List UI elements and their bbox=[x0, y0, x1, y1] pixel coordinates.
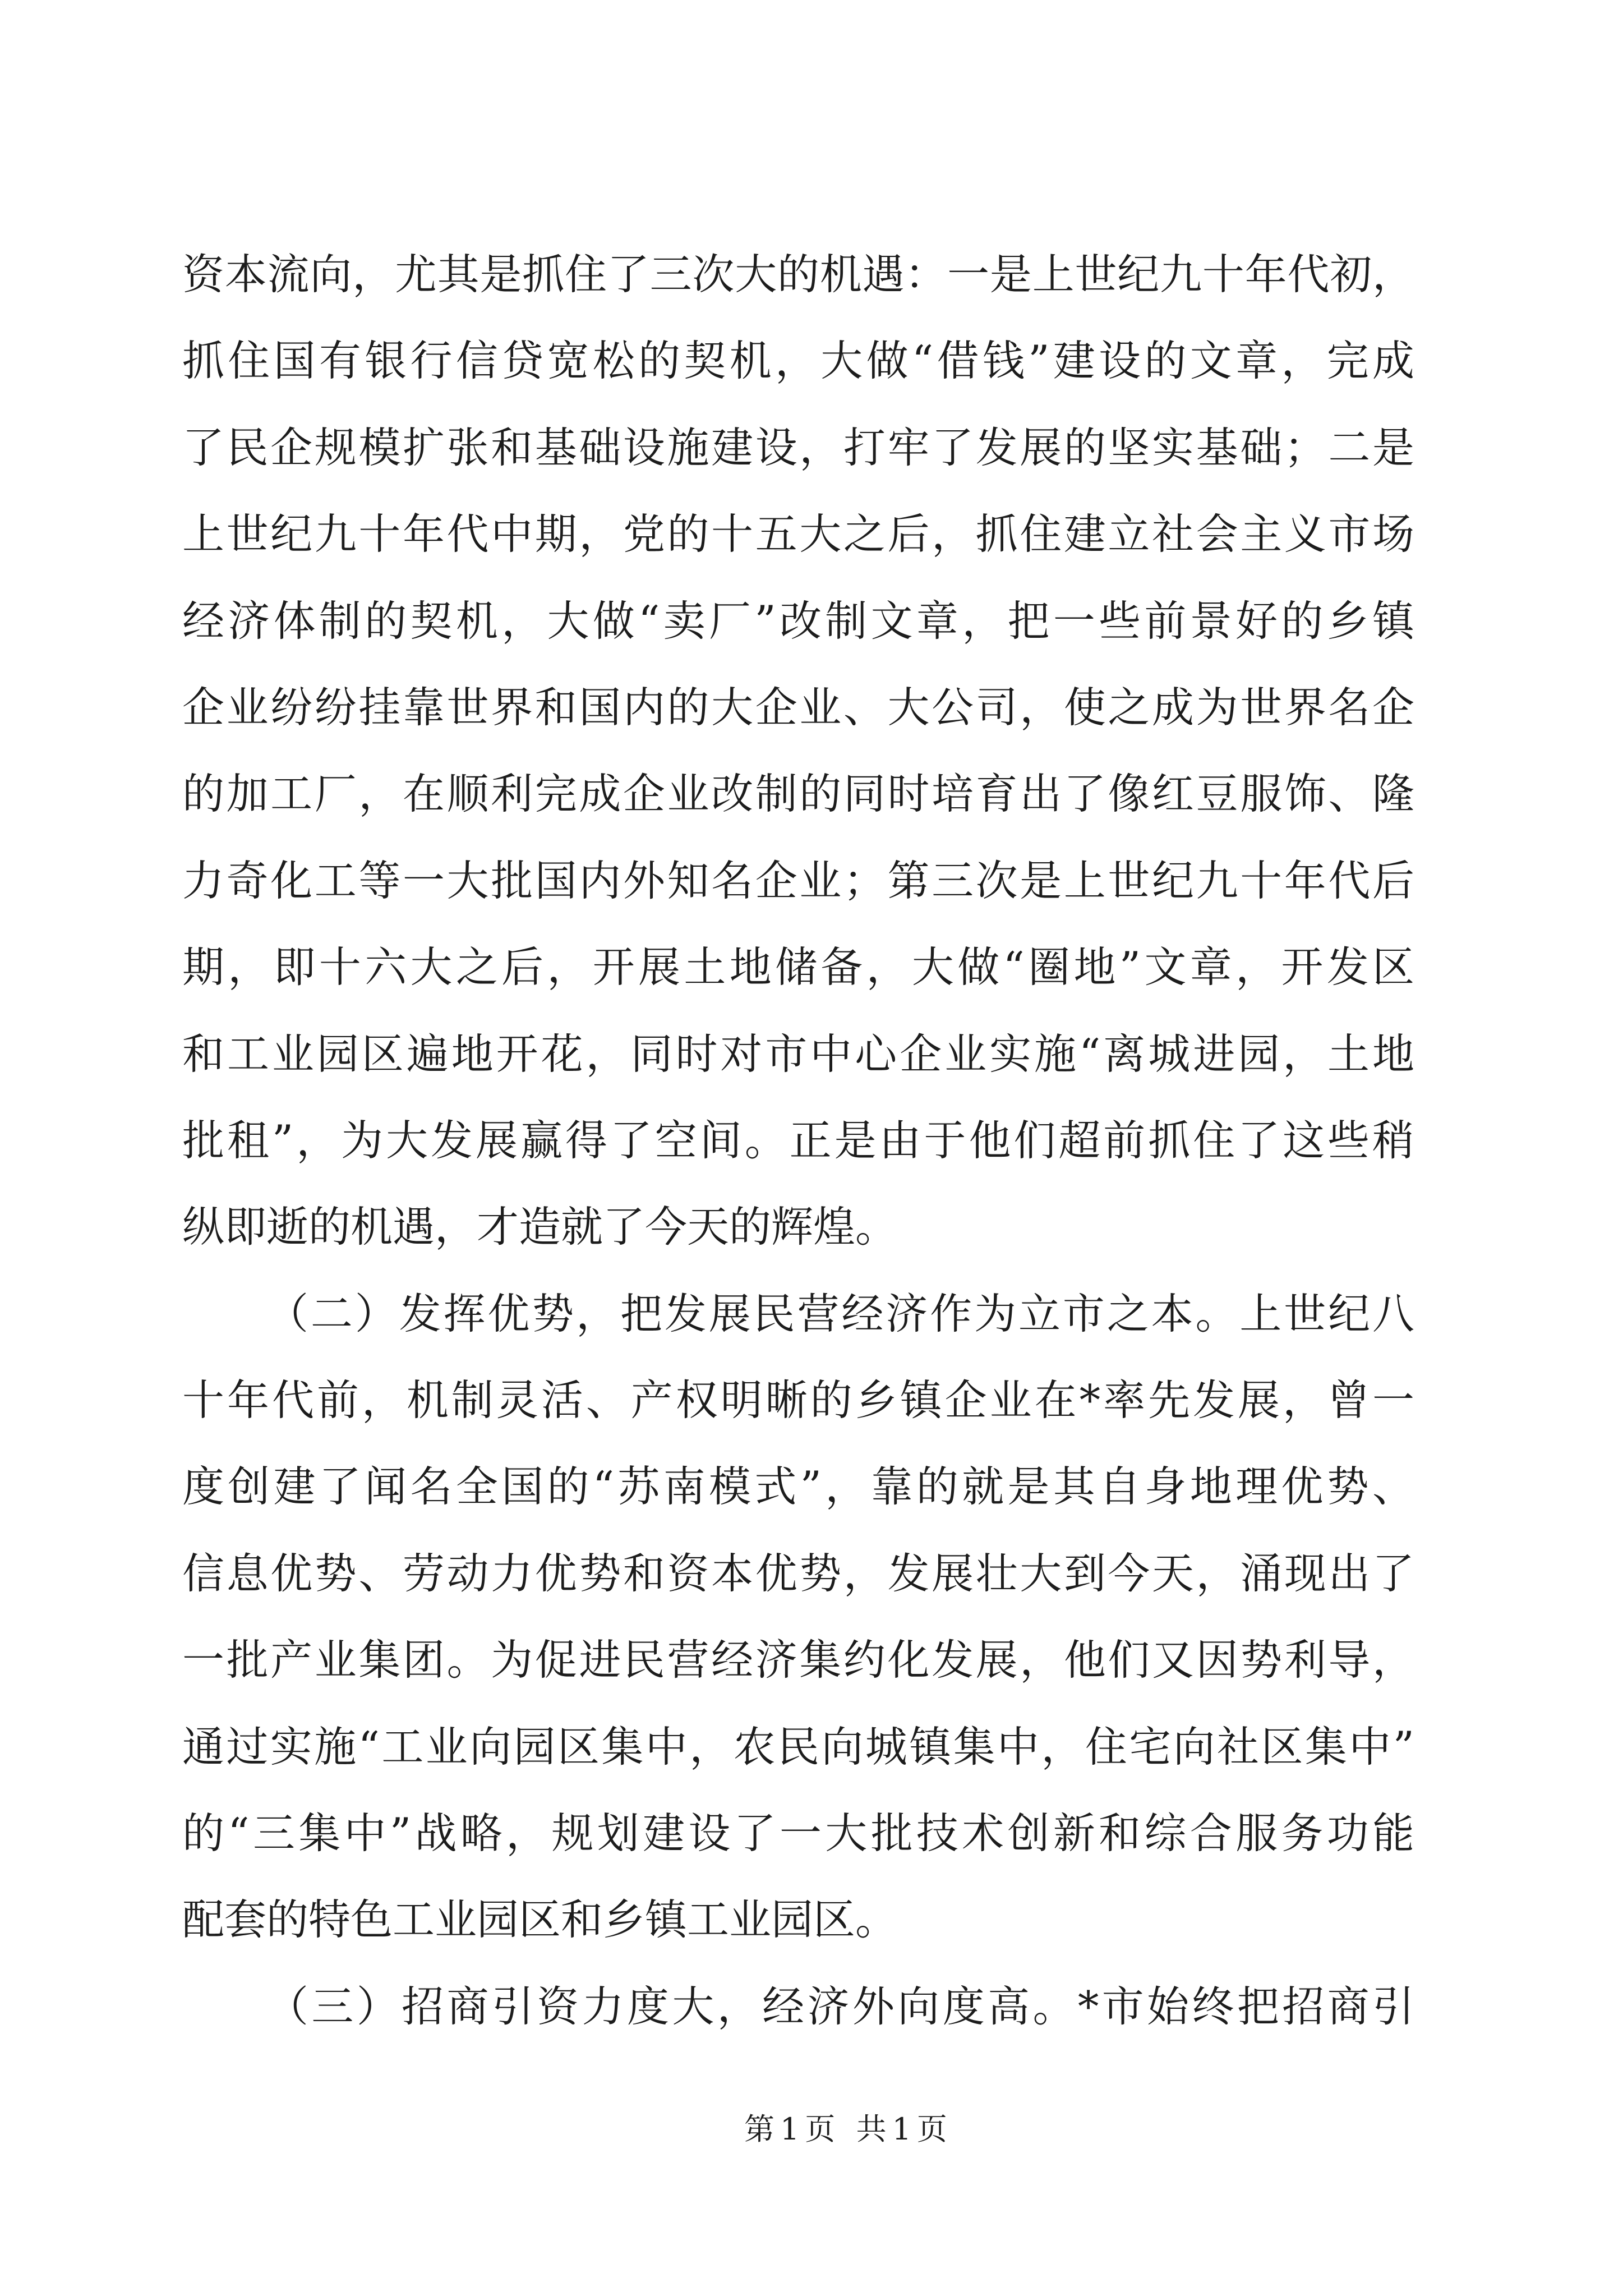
body-text-line: 配套的特色工业园区和乡镇工业园区。 bbox=[182, 1895, 898, 1945]
paragraph-section-2 bbox=[182, 1271, 1414, 1963]
body-text-line: 纵即逝的机遇，才造就了今天的辉煌。 bbox=[182, 1202, 898, 1252]
body-text-line: 信息优势、劳动力优势和资本优势，发展壮大到今天，涌现出了 bbox=[182, 1548, 1414, 1598]
section-heading-line: （二）发挥优势，把发展民营经济作为立市之本。上世纪八 bbox=[266, 1289, 1414, 1338]
body-text-line: 通过实施“工业向园区集中，农民向城镇集中，住宅向社区集中” bbox=[182, 1722, 1414, 1772]
body-text-line: 度创建了闻名全国的“苏南模式”，靠的就是其自身地理优势、 bbox=[182, 1462, 1414, 1512]
body-text-line: 了民企规模扩张和基础设施建设，打牢了发展的坚实基础；二是 bbox=[182, 422, 1414, 472]
paragraph-continued bbox=[182, 231, 1414, 1271]
body-text-line: 十年代前，机制灵活、产权明晰的乡镇企业在*率先发展，曾一 bbox=[182, 1375, 1414, 1425]
paragraph-section-3 bbox=[182, 1963, 1414, 2050]
section-heading-line: （三）招商引资力度大，经济外向度高。*市始终把招商引 bbox=[266, 1981, 1414, 2031]
body-text-line: 力奇化工等一大批国内外知名企业；第三次是上世纪九十年代后 bbox=[182, 855, 1414, 905]
page-number-footer: 第1页 共1页 bbox=[744, 2111, 953, 2147]
body-text-line: 上世纪九十年代中期，党的十五大之后，抓住建立社会主义市场 bbox=[182, 509, 1414, 559]
body-text-line: 期，即十六大之后，开展土地储备，大做“圈地”文章，开发区 bbox=[182, 942, 1414, 992]
body-text-line: 批租”，为大发展赢得了空间。正是由于他们超前抓住了这些稍 bbox=[182, 1115, 1414, 1165]
body-text-line: 资本流向，尤其是抓住了三次大的机遇：一是上世纪九十年代初， bbox=[182, 250, 1414, 299]
body-text-line: 的加工厂，在顺利完成企业改制的同时培育出了像红豆服饰、隆 bbox=[182, 769, 1414, 819]
body-text-line: 抓住国有银行信贷宽松的契机，大做“借钱”建设的文章，完成 bbox=[182, 336, 1414, 386]
body-text-line: 企业纷纷挂靠世界和国内的大企业、大公司，使之成为世界名企 bbox=[182, 682, 1414, 732]
body-text-line: 一批产业集团。为促进民营经济集约化发展，他们又因势利导， bbox=[182, 1635, 1414, 1685]
body-text bbox=[182, 231, 1414, 2050]
body-text-line: 经济体制的契机，大做“卖厂”改制文章，把一些前景好的乡镇 bbox=[182, 596, 1414, 646]
body-text-line: 和工业园区遍地开花，同时对市中心企业实施“离城进园，土地 bbox=[182, 1029, 1414, 1079]
body-text-line: 的“三集中”战略，规划建设了一大批技术创新和综合服务功能 bbox=[182, 1809, 1414, 1858]
